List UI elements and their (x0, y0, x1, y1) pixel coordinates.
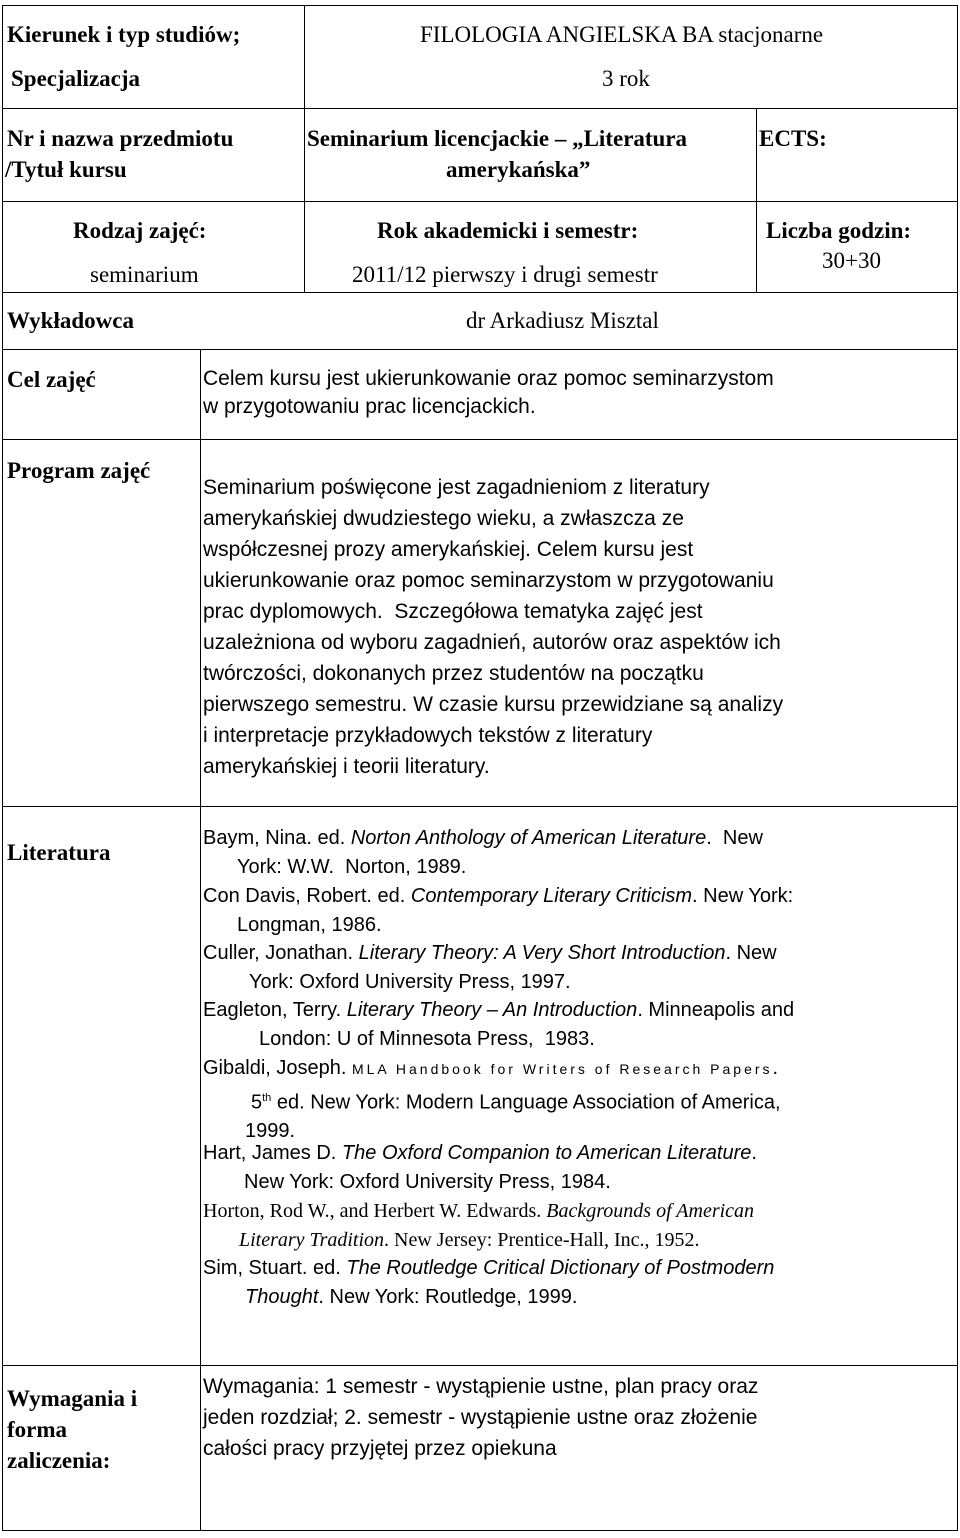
field-value-year: 3 rok (602, 66, 650, 91)
field-label-requirements: zaliczenia: (7, 1448, 111, 1473)
field-label-specialization: Specjalizacja (11, 66, 141, 91)
row-divider-4 (2, 349, 957, 350)
reference-item: Sim, Stuart. ed. The Routledge Critical Dictionary of Postmodern Thought. New York: Routledge, 1999. (203, 1257, 775, 1308)
table-border-left (2, 5, 3, 1531)
reference-item: Eagleton, Terry. Literary Theory – An Introduction. Minneapolis and London: U of Minnesota Press, 1983. (203, 999, 795, 1050)
row-divider-3 (2, 292, 957, 293)
requirements-text-line: jeden rozdział; 2. semestr - wystąpienie ustne oraz złożenie (203, 1406, 758, 1429)
column-divider-body (200, 349, 201, 1531)
reference-item: Hart, James D. The Oxford Companion to American Literature. New York: Oxford University Press, 1984. (203, 1142, 757, 1193)
program-line: prac dyplomowych. Szczegółowa tematyka zajęć jest (203, 600, 703, 623)
row-divider-1 (2, 108, 957, 109)
program-line: Seminarium poświęcone jest zagadnieniom z literatury (203, 476, 710, 499)
reference-item: Gibaldi, Joseph. MLA Handbook for Writers of Research Papers. 5th ed. New York: Modern Language Association of America, 1999. (203, 1057, 781, 1142)
field-label-program: Kierunek i typ studiów; (7, 22, 241, 47)
course-title-line-1: Seminarium licencjackie – „Literatura (307, 126, 688, 151)
program-line: amerykańskiej i teorii literatury. (203, 755, 490, 778)
field-label-literature: Literatura (7, 840, 111, 865)
table-border-bottom (2, 1530, 957, 1531)
goal-text-line-1: Celem kursu jest ukierunkowanie oraz pomoc seminarzystom (203, 367, 774, 390)
reference-item: Culler, Jonathan. Literary Theory: A Very Short Introduction. New York: Oxford University Press, 1997. (203, 942, 777, 993)
reference-item: Baym, Nina. ed. Norton Anthology of American Literature. New York: W.W. Norton, 1989. (203, 827, 763, 878)
program-line: i interpretacje przykładowych tekstów z literatury (203, 724, 653, 747)
field-label-goal: Cel zajęć (7, 367, 96, 392)
field-label-program-content: Program zajęć (7, 458, 151, 483)
field-label-ects: ECTS: (759, 126, 827, 151)
row-divider-6 (2, 806, 957, 807)
program-line: ukierunkowanie oraz pomoc seminarzystom w przygotowaniu (203, 569, 774, 592)
field-label-requirements: forma (7, 1417, 68, 1442)
field-label-course-title: /Tytuł kursu (5, 157, 127, 182)
field-label-lecturer: Wykładowca (7, 308, 134, 333)
table-border-top (2, 5, 957, 6)
program-line: pierwszego semestru. W czasie kursu przewidziane są analizy (203, 693, 784, 716)
field-value-lecturer: dr Arkadiusz Misztal (466, 308, 659, 333)
column-divider-top (304, 5, 305, 293)
field-label-class-type: Rodzaj zajęć: (73, 218, 207, 243)
field-value-academic-year: 2011/12 pierwszy i drugi semestr (352, 262, 658, 287)
row-divider-5 (2, 439, 957, 440)
reference-item: Horton, Rod W., and Herbert W. Edwards. Backgrounds of American Literary Tradition. New Jersey: Prentice-Hall, Inc., 1952. (203, 1200, 755, 1251)
program-line: twórczości, dokonanych przez studentów na początku (203, 662, 704, 685)
reference-item: Con Davis, Robert. ed. Contemporary Literary Criticism. New York: Longman, 1986. (203, 885, 794, 936)
program-line: amerykańskiej dwudziestego wieku, a zwłaszcza ze (203, 507, 684, 530)
program-line: współczesnej prozy amerykańskiej. Celem kursu jest (203, 538, 694, 561)
program-text (203, 472, 955, 782)
field-label-requirements: Wymagania i (7, 1386, 138, 1411)
requirements-text-line: Wymagania: 1 semestr - wystąpienie ustne, plan pracy oraz (203, 1375, 759, 1398)
field-label-academic-year: Rok akademicki i semestr: (377, 218, 639, 243)
field-label-course: Nr i nazwa przedmiotu (7, 126, 234, 151)
program-line: uzależniona od wyboru zagadnień, autorów oraz aspektów ich (203, 631, 781, 654)
requirements-text-line: całości pracy przyjętej przez opiekuna (203, 1437, 557, 1460)
field-value-program: FILOLOGIA ANGIELSKA BA stacjonarne (420, 22, 824, 47)
course-title-line-2: amerykańska” (446, 157, 591, 182)
field-label-hours: Liczba godzin: (766, 218, 912, 243)
row-divider-7 (2, 1365, 957, 1366)
goal-text-line-2: w przygotowaniu prac licencjackich. (203, 395, 536, 418)
table-border-right (957, 5, 958, 1531)
row-divider-2 (2, 201, 957, 202)
field-value-class-type: seminarium (90, 262, 199, 287)
field-value-hours: 30+30 (822, 248, 881, 273)
column-divider-ects (756, 108, 757, 293)
